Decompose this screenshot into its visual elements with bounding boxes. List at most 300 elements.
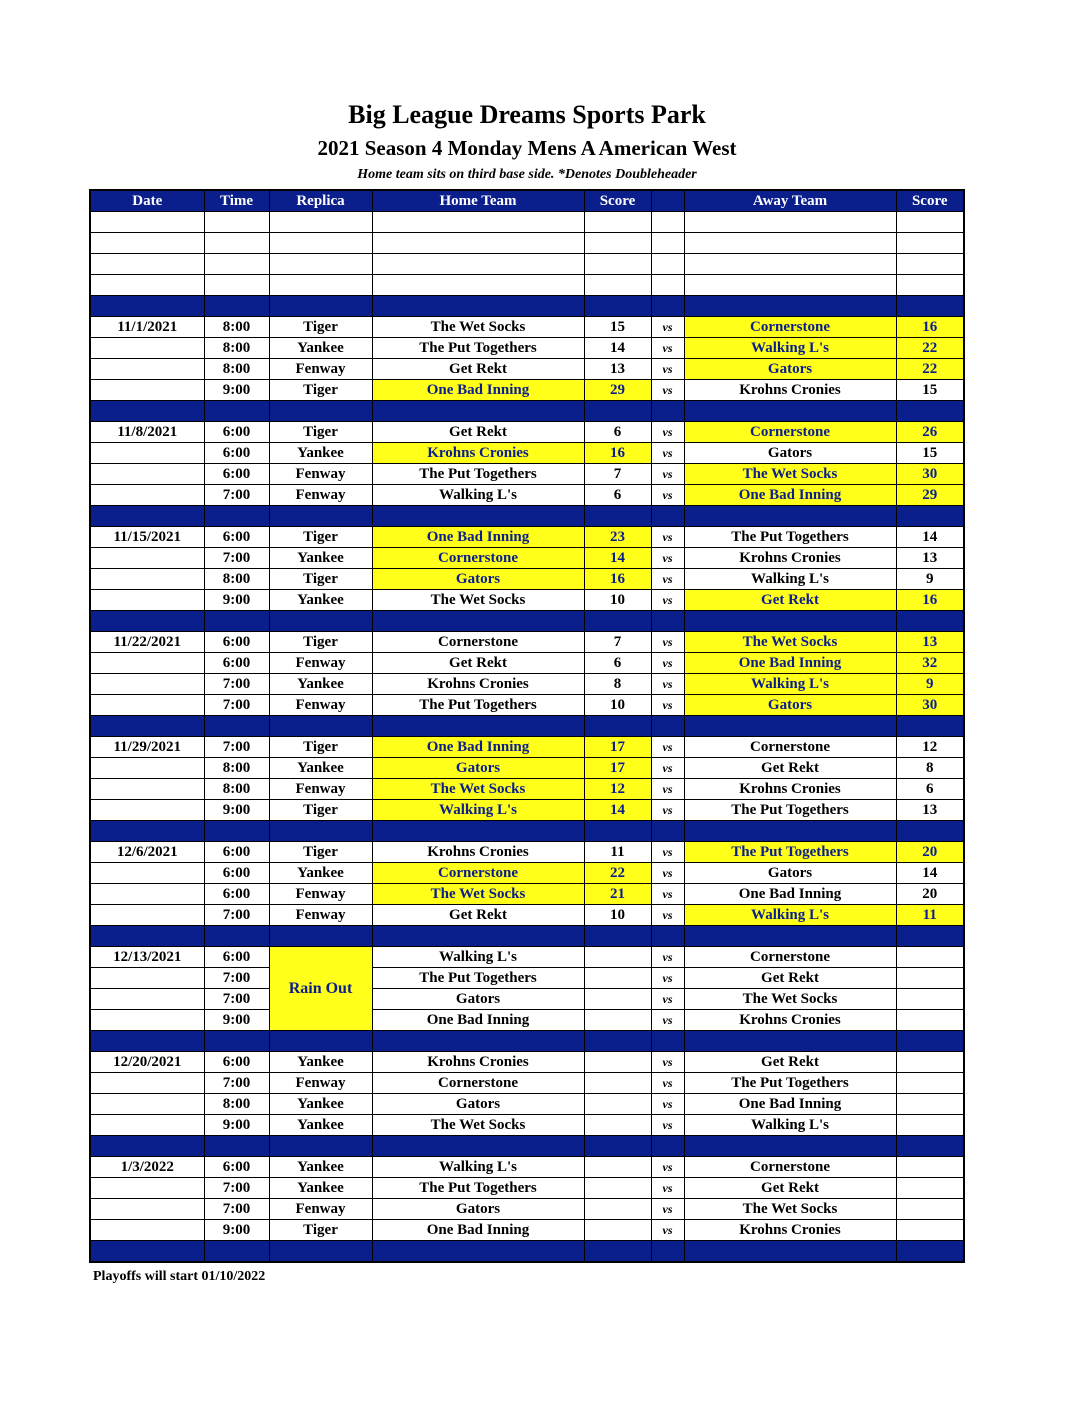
game-row [90,737,964,758]
game-row [90,359,964,380]
game-row [90,485,964,506]
away-team: The Put Togethers [684,800,896,821]
home-team: Get Rekt [372,653,584,674]
vs-label: vs [651,1115,684,1136]
empty-cell [90,695,204,716]
game-time: 7:00 [204,695,269,716]
empty-cell [204,296,269,317]
empty-cell [90,548,204,569]
vs-label: vs [651,464,684,485]
away-team: One Bad Inning [684,1094,896,1115]
away-score [896,1094,964,1115]
empty-cell [269,926,372,947]
blank-row [90,212,964,233]
away-score: 9 [896,674,964,695]
empty-cell [584,296,651,317]
empty-cell [204,716,269,737]
empty-cell [90,275,204,296]
home-score [584,1115,651,1136]
empty-cell [684,1031,896,1052]
away-team: Krohns Cronies [684,1010,896,1031]
home-team: Gators [372,758,584,779]
vs-label: vs [651,380,684,401]
home-team: The Put Togethers [372,1178,584,1199]
replica-field: Fenway [269,653,372,674]
replica-field: Fenway [269,884,372,905]
empty-cell [90,653,204,674]
away-team: Gators [684,695,896,716]
home-score: 16 [584,569,651,590]
replica-field: Tiger [269,632,372,653]
away-team: Get Rekt [684,758,896,779]
away-team: Cornerstone [684,737,896,758]
game-date: 11/29/2021 [90,737,204,758]
game-date: 11/1/2021 [90,317,204,338]
empty-cell [584,233,651,254]
away-team: Gators [684,863,896,884]
game-row [90,548,964,569]
away-team: Get Rekt [684,968,896,989]
game-time: 9:00 [204,380,269,401]
col-date: Date [90,190,204,212]
replica-field: Fenway [269,464,372,485]
separator-row [90,506,964,527]
home-score [584,1178,651,1199]
empty-cell [684,233,896,254]
empty-cell [896,296,964,317]
away-score: 26 [896,422,964,443]
vs-label: vs [651,800,684,821]
empty-cell [204,1031,269,1052]
vs-label: vs [651,1094,684,1115]
game-time: 9:00 [204,800,269,821]
empty-cell [896,1031,964,1052]
empty-cell [372,233,584,254]
empty-cell [90,590,204,611]
home-team: Get Rekt [372,905,584,926]
game-row [90,1178,964,1199]
empty-cell [90,989,204,1010]
empty-cell [269,716,372,737]
empty-cell [372,1031,584,1052]
empty-cell [90,1031,204,1052]
away-team: Walking L's [684,569,896,590]
empty-cell [90,506,204,527]
vs-label: vs [651,1178,684,1199]
replica-field: Tiger [269,1220,372,1241]
game-row [90,968,964,989]
game-time: 8:00 [204,317,269,338]
empty-cell [269,254,372,275]
vs-label: vs [651,527,684,548]
empty-cell [90,401,204,422]
vs-label: vs [651,317,684,338]
separator-row [90,1136,964,1157]
empty-cell [90,254,204,275]
away-team: Krohns Cronies [684,779,896,800]
away-team: The Put Togethers [684,842,896,863]
game-date: 12/20/2021 [90,1052,204,1073]
game-time: 9:00 [204,590,269,611]
empty-cell [90,863,204,884]
replica-field: Yankee [269,1157,372,1178]
empty-cell [372,212,584,233]
away-score: 16 [896,590,964,611]
empty-cell [90,779,204,800]
game-time: 7:00 [204,1073,269,1094]
empty-cell [204,254,269,275]
empty-cell [372,1136,584,1157]
empty-cell [584,212,651,233]
home-score [584,989,651,1010]
away-score [896,1199,964,1220]
home-team: The Put Togethers [372,695,584,716]
empty-cell [90,1136,204,1157]
game-time: 7:00 [204,989,269,1010]
empty-cell [584,401,651,422]
away-score: 13 [896,800,964,821]
replica-field: Yankee [269,338,372,359]
game-row [90,1115,964,1136]
home-score [584,1199,651,1220]
home-score: 7 [584,464,651,485]
empty-cell [684,506,896,527]
home-team: One Bad Inning [372,380,584,401]
vs-label: vs [651,1010,684,1031]
away-team: Get Rekt [684,590,896,611]
vs-label: vs [651,779,684,800]
away-score: 29 [896,485,964,506]
game-time: 8:00 [204,758,269,779]
vs-label: vs [651,569,684,590]
empty-cell [372,821,584,842]
game-time: 8:00 [204,338,269,359]
empty-cell [684,716,896,737]
game-row [90,464,964,485]
replica-field: Tiger [269,380,372,401]
away-team: One Bad Inning [684,884,896,905]
empty-cell [90,380,204,401]
replica-field: Tiger [269,842,372,863]
away-score: 20 [896,884,964,905]
empty-cell [372,1241,584,1263]
empty-cell [684,1241,896,1263]
game-time: 6:00 [204,632,269,653]
home-score: 13 [584,359,651,380]
empty-cell [90,569,204,590]
home-team: The Wet Socks [372,590,584,611]
vs-label: vs [651,359,684,380]
vs-label: vs [651,338,684,359]
game-row [90,317,964,338]
game-time: 6:00 [204,863,269,884]
empty-cell [90,1241,204,1263]
game-date: 11/8/2021 [90,422,204,443]
home-score: 22 [584,863,651,884]
empty-cell [651,254,684,275]
game-row [90,1094,964,1115]
empty-cell [269,296,372,317]
empty-cell [90,338,204,359]
replica-field: Yankee [269,1178,372,1199]
empty-cell [651,212,684,233]
page-title: Big League Dreams Sports Park [348,100,706,129]
home-team: One Bad Inning [372,737,584,758]
home-score: 16 [584,443,651,464]
home-team: Cornerstone [372,632,584,653]
home-team: The Wet Socks [372,779,584,800]
empty-cell [90,716,204,737]
home-score: 6 [584,653,651,674]
empty-cell [651,506,684,527]
home-score [584,947,651,968]
game-time: 6:00 [204,464,269,485]
home-score: 12 [584,779,651,800]
vs-label: vs [651,548,684,569]
blank-row [90,233,964,254]
away-team: Cornerstone [684,422,896,443]
empty-cell [684,275,896,296]
game-row [90,1220,964,1241]
replica-field: Fenway [269,359,372,380]
empty-cell [584,821,651,842]
home-score: 17 [584,758,651,779]
empty-cell [90,212,204,233]
empty-cell [584,1031,651,1052]
game-row [90,632,964,653]
home-team: Gators [372,989,584,1010]
away-team: The Put Togethers [684,1073,896,1094]
away-score: 13 [896,632,964,653]
empty-cell [896,821,964,842]
game-row [90,695,964,716]
game-row [90,443,964,464]
away-score: 16 [896,317,964,338]
replica-field: Fenway [269,905,372,926]
vs-label: vs [651,674,684,695]
col-replica: Replica [269,190,372,212]
home-team: The Put Togethers [372,338,584,359]
replica-field: Fenway [269,779,372,800]
home-team: The Wet Socks [372,1115,584,1136]
home-team: Walking L's [372,800,584,821]
empty-cell [372,926,584,947]
home-score [584,1073,651,1094]
separator-row [90,611,964,632]
empty-cell [90,1073,204,1094]
replica-field: Yankee [269,1052,372,1073]
away-score [896,1157,964,1178]
game-row [90,842,964,863]
empty-cell [90,1220,204,1241]
game-date: 12/13/2021 [90,947,204,968]
empty-cell [584,611,651,632]
game-time: 6:00 [204,1157,269,1178]
game-time: 6:00 [204,422,269,443]
home-team: The Wet Socks [372,884,584,905]
empty-cell [896,716,964,737]
away-score [896,1052,964,1073]
home-team: Gators [372,1199,584,1220]
away-score: 14 [896,863,964,884]
away-score: 30 [896,464,964,485]
home-score: 7 [584,632,651,653]
away-team: Cornerstone [684,317,896,338]
game-row [90,569,964,590]
away-team: The Wet Socks [684,632,896,653]
game-row [90,1199,964,1220]
empty-cell [651,926,684,947]
game-time: 8:00 [204,569,269,590]
away-score: 14 [896,527,964,548]
replica-field: Tiger [269,422,372,443]
game-row [90,800,964,821]
game-time: 7:00 [204,1178,269,1199]
game-time: 7:00 [204,485,269,506]
empty-cell [584,1241,651,1263]
vs-label: vs [651,758,684,779]
home-team: Krohns Cronies [372,842,584,863]
game-time: 7:00 [204,1199,269,1220]
empty-cell [651,1136,684,1157]
empty-cell [90,485,204,506]
game-date: 11/22/2021 [90,632,204,653]
blank-row [90,254,964,275]
empty-cell [90,1199,204,1220]
empty-cell [90,758,204,779]
home-team: Cornerstone [372,863,584,884]
empty-cell [90,1010,204,1031]
schedule-table [89,189,965,1263]
empty-cell [90,821,204,842]
game-row [90,905,964,926]
away-score: 30 [896,695,964,716]
home-team: Walking L's [372,1157,584,1178]
replica-field: Yankee [269,758,372,779]
separator-row [90,296,964,317]
empty-cell [684,926,896,947]
empty-cell [651,1031,684,1052]
game-row [90,779,964,800]
game-row [90,380,964,401]
away-team: One Bad Inning [684,653,896,674]
replica-field: Tiger [269,569,372,590]
empty-cell [651,233,684,254]
empty-cell [269,212,372,233]
away-score [896,1073,964,1094]
vs-label: vs [651,443,684,464]
away-team: The Put Togethers [684,527,896,548]
game-time: 6:00 [204,527,269,548]
empty-cell [651,821,684,842]
home-score: 10 [584,590,651,611]
away-team: The Wet Socks [684,989,896,1010]
col-vs [651,190,684,212]
home-score: 8 [584,674,651,695]
empty-cell [90,884,204,905]
empty-cell [269,275,372,296]
empty-cell [90,296,204,317]
game-time: 7:00 [204,737,269,758]
game-time: 9:00 [204,1010,269,1031]
home-team: One Bad Inning [372,1220,584,1241]
home-score: 15 [584,317,651,338]
empty-cell [684,212,896,233]
empty-cell [372,296,584,317]
away-score [896,947,964,968]
home-score [584,1010,651,1031]
empty-cell [269,401,372,422]
empty-cell [269,1241,372,1263]
game-row [90,422,964,443]
empty-cell [584,254,651,275]
home-score: 10 [584,905,651,926]
home-score: 17 [584,737,651,758]
replica-field: Yankee [269,548,372,569]
vs-label: vs [651,1199,684,1220]
separator-row [90,716,964,737]
away-score: 32 [896,653,964,674]
away-team: Walking L's [684,338,896,359]
game-row [90,758,964,779]
schedule-note: Home team sits on third base side. *Denotes Doubleheader [357,167,697,182]
vs-label: vs [651,1073,684,1094]
away-team: Walking L's [684,674,896,695]
away-team: The Wet Socks [684,1199,896,1220]
away-score: 13 [896,548,964,569]
home-score [584,968,651,989]
away-score [896,1115,964,1136]
away-team: Get Rekt [684,1052,896,1073]
away-team: Walking L's [684,905,896,926]
replica-field: Fenway [269,1073,372,1094]
empty-cell [896,506,964,527]
away-team: Gators [684,359,896,380]
empty-cell [90,464,204,485]
empty-cell [684,296,896,317]
empty-cell [684,611,896,632]
empty-cell [372,716,584,737]
empty-cell [896,275,964,296]
home-score [584,1220,651,1241]
col-away-team: Away Team [684,190,896,212]
home-team: Cornerstone [372,1073,584,1094]
vs-label: vs [651,632,684,653]
game-time: 7:00 [204,905,269,926]
game-row [90,338,964,359]
empty-cell [896,611,964,632]
vs-label: vs [651,737,684,758]
away-score: 11 [896,905,964,926]
vs-label: vs [651,485,684,506]
away-team: Krohns Cronies [684,380,896,401]
blank-row [90,275,964,296]
away-team: The Wet Socks [684,464,896,485]
empty-cell [90,1178,204,1199]
away-team: Cornerstone [684,947,896,968]
col-home-team: Home Team [372,190,584,212]
home-team: Gators [372,569,584,590]
game-time: 7:00 [204,968,269,989]
home-team: Krohns Cronies [372,1052,584,1073]
empty-cell [204,275,269,296]
empty-cell [372,611,584,632]
home-score: 14 [584,338,651,359]
empty-cell [90,926,204,947]
away-score: 22 [896,359,964,380]
replica-field: Tiger [269,527,372,548]
game-time: 6:00 [204,1052,269,1073]
